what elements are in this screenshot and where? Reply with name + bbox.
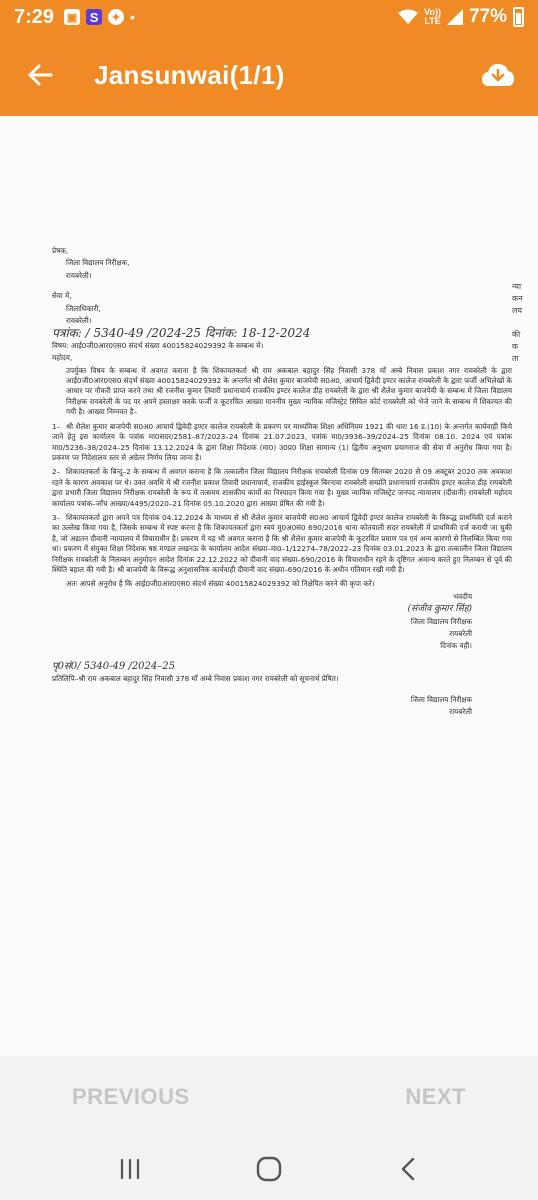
chevron-left-icon [400, 1157, 416, 1181]
cloud-download-icon [481, 62, 515, 88]
notification-icons [64, 9, 135, 25]
reference-line: पत्रांक: / 5340-49 /2024-25 दिनांक: 18-12-2024 [52, 326, 311, 341]
previous-button[interactable]: PREVIOUS [72, 1084, 190, 1109]
adjacent-page-edge: न्या कन लय की क ता [512, 282, 523, 363]
intro-paragraph: उपर्युक्त विषय के सम्बन्ध में अवगत कराना है कि शिकायतकर्ता श्री राम अकबाल बहादुर सिंह निवासी 378 माँ अम्बे निवास प्रकाश नगर रायबरेली के द्वारा आई0जी0आर0एस0 संदर्भ संख्या 40015824029392 के अन्तर्गत श्री शैलेश कुमार बाजपेयी स0अ0, आचार्य द्विवेदी इण्टर कालेज रायबरेली के द्वारा फर्जी अभिलेखों के आधार पर नौकरी प्राप्त करने तथा श्री रजनीश कुमार तिवारी प्रधानाचार्य राजकीय इण्टर कालेज डीह रायबरेली के द्वारा श्री शैलेश कुमार बाजपेयी के सम्बन्ध में जिला विद्यालय निरीक्षक रायबरेली के पद पर अपने हस्ताक्षर करके फर्जी व कूटरचित आख्या माननीय मुख्य न्यायिक मजिस्ट्रेट सिविल कोर्ट रायबरेली को भेजे जाने के सम्बन्ध में शिकायत की गयी है। आख्या निम्नवत है– [66, 365, 512, 417]
point-3: 3– शिकायतकर्ता द्वारा अपने पत्र दिनांक 04.12.2024 के माध्यम से श्री शैलेश कुमार बाजपेयी स0अ0 आचार्य द्विवेदी इण्टर कालेज रायबरेली के विरूद्ध प्राथमिकी दर्ज कराने का उल्लेख किया गया है, जिसके सम्बन्ध में स्पष्ट करना है कि शिकायतकर्ता द्वारा स्वयं मु0अ0सं0 690/2016 थाना कोतवाली सदर रायबरेली में प्राथमिकी दर्ज करायी जा चुकी है, जो अद्यतन दीवानी न्यायालय में विचाराधीन है। प्रकरण में यह भी अवगत कराना है कि श्री शैलेश कुमार बाजपेयी के कूटरचित प्रमाण पत्र एवं अन्य कारणो से निलम्बित किया गया था। प्रकरण में संयुक्त शिक्षा निदेशक षष्ठ मण्डल लखनऊ के कार्यालय आदेश संख्या–मा0–1/12274–78/2022–23 दिनांक 03.01.2023 के द्वारा तत्कालीन जिला विद्यालय निरीक्षक रायबरेली के निलम्बन अनुमोदन आदेश दिनांक 22.12.2022 को दीवानी वाद संख्या–690/2016 के विचाराधीन रहने के दृष्टिगत अमान्य करते हुए निलम्बन से पूर्व की स्थिति बहाल की गयी है। श्री बाजपेयी के विरूद्ध अनुशासनिक कार्यवाही दीवानी वाद संख्या–690/2016 के अधीन गतिमान रखी गयी है। [52, 512, 512, 574]
recents-icon [119, 1159, 141, 1179]
download-button[interactable] [478, 55, 518, 95]
messenger-icon: ✦ [108, 9, 124, 25]
signature-date: दिनांक वही। [440, 641, 472, 651]
closing-request: अतः आपसे अनुरोध है कि आई0जी0आर0एस0 संदर्भ संख्या 40015824029392 को निक्षेपित करने की कृपा करें। [66, 579, 375, 589]
copy-line: प्रतिलिपि–श्री राम अकबाल बहादुर सिंह निवासी 378 माँ अम्बे निवास प्रकाश नगर रायबरेली को सूचनार्थ प्रेषित। [52, 674, 339, 684]
salutation: महोदय, [52, 353, 73, 363]
signature-place: रायबरेली [449, 629, 472, 638]
sender-line-1: जिला विद्यालय निरीक्षक, [66, 258, 130, 268]
signature-closing: भवदीय [453, 591, 472, 601]
signature-name: (संजीव कुमार सिंह) [407, 604, 472, 615]
back-button[interactable] [20, 55, 60, 95]
to-label: सेवा में, [52, 291, 72, 301]
arrow-left-icon [27, 62, 53, 88]
document-viewer[interactable] [0, 116, 538, 1056]
recipient-line-1: जिलाधिकारी, [66, 303, 101, 313]
home-button[interactable] [245, 1149, 293, 1189]
status-time: 7:29 [14, 5, 55, 28]
app-bar [0, 34, 538, 116]
point-1: 1– श्री शैलेश कुमार बाजपेयी स0अ0 आचार्य द्विवेदी इण्टर कालेज रायबरेली के प्रकरण पर माध्यमिक शिक्षा अधिनियम 1921 की धारा 16 ड.(10) के अन्तर्गत कार्यवाही किये जाने हेतु इस कार्यालय के पत्रांक मा0सदर/2581–87/2023–24 दिनांक 21.07.2023, पत्रांक मा0/3936–39/2024–25 दिनांक 08.10. 2024 एवं पत्रांक मा0/5236–38/2024–25 दिनांक 13.12.2024 के द्वारा शिक्षा निदेशक (मा0) उ0प्र0 शिक्षा सामान्य (1) द्वितीय अनुभाग प्रयागराज की सेवा में अनुरोध किया गया है। प्रकरण पर निदेशालय स्तर से अग्रेतर निर्णय लिया जाना है। [52, 421, 512, 462]
copy-signature-designation: जिला विद्यालय निरीक्षक [410, 694, 472, 704]
system-navigation-bar [0, 1138, 538, 1200]
copy-signature-place: रायबरेली [449, 707, 472, 717]
sender-label: प्रेषक, [52, 246, 69, 255]
home-icon [256, 1156, 282, 1182]
page-title: Jansunwai(1/1) [94, 59, 285, 90]
next-button[interactable]: NEXT [405, 1084, 466, 1109]
signal-icon [447, 9, 463, 25]
copy-reference: पृ0सं0/ 5340-49 /2024–25 [52, 660, 175, 672]
recipient-line-2: रायबरेली। [66, 316, 92, 326]
signature-designation: जिला विद्यालय निरीक्षक [410, 616, 472, 626]
subject-line: विषय: आई0जी0आर0एस0 संदर्भ संख्या 40015824029392 के सम्बन्ध में। [52, 340, 264, 350]
system-back-button[interactable] [384, 1149, 432, 1189]
app-s-icon: S [86, 9, 102, 25]
page-navigation [0, 1056, 538, 1138]
more-dot-icon: • [130, 9, 135, 25]
recents-button[interactable] [106, 1149, 154, 1189]
status-bar [0, 0, 538, 34]
sender-line-2: रायबरेली। [66, 270, 92, 280]
point-2: 2– शिकायतकर्ता के बिन्दु–2 के सम्बन्ध में अवगत कराना है कि तत्कालीन जिला विद्यालय निरीक्षक रायबरेली दिनांक 09 सितम्बर 2020 से 09 अक्टूबर 2020 तक अवकाश रहने के कारण अवकाश पर थे। उक्त अवधि में श्री रजनीश प्रकाश तिवारी प्रधानाचार्य, राजकीय हाईस्कूल बिरनावा रायबरेली सम्प्रति प्रधानाचार्य राजकीय इण्टर कालेज डीह रायबरेली द्वारा प्रभारी जिला विद्यालय निरीक्षक रायबरेली के रूप में तत्समय शासकीय कार्यो का निस्पादन किया गया है। मुख्य न्यायिक मजिस्ट्रेट जनपद न्यायालय (दीवानी) रायबरेली महोदय कार्यालय पत्रांक–जाँच आख्या/4495/2020–21 दिनांक 05.10.2020 द्वारा आख्या प्रेषित की गयी है। [52, 467, 512, 508]
status-right [398, 6, 524, 28]
battery-icon [513, 7, 524, 27]
volte-indicator: Vo)) LTE [424, 7, 441, 26]
gallery-icon: ▣ [64, 9, 80, 25]
wifi-icon [398, 9, 418, 25]
document-page [52, 246, 512, 719]
battery-percent: 77% [468, 6, 507, 27]
